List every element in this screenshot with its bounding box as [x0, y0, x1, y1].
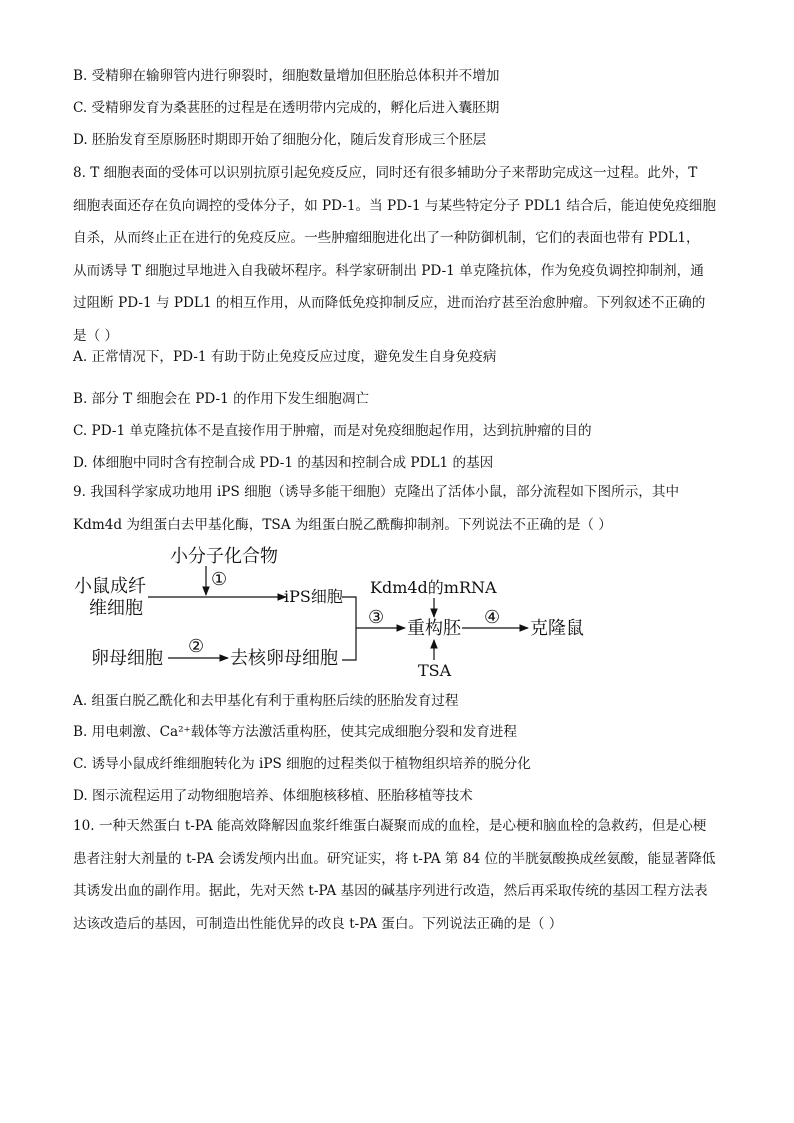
q8-stem-line: 自杀，从而终止正在进行的免疫反应。一些肿瘤细胞进化出了一种防御机制，它们的表面也带有 PDL1，: [73, 230, 700, 247]
q9-option-c: C. 诱导小鼠成纤维细胞转化为 iPS 细胞的过程类似于植物组织培养的脱分化: [73, 756, 531, 772]
label-step-3: ③: [368, 607, 385, 628]
label-ips-cell: iPS细胞: [284, 587, 343, 606]
q7-option-b: B. 受精卵在输卵管内进行卵裂时，细胞数量增加但胚胎总体积并不增加: [73, 68, 500, 84]
label-small-molecule: 小分子化合物: [170, 546, 278, 567]
label-step-4: ④: [484, 607, 501, 628]
q8-stem-line: 细胞表面还存在负向调控的受体分子，如 PD-1。当 PD-1 与某些特定分子 PDL1 结合后，能迫使免疫细胞: [73, 197, 716, 214]
q10-stem-line: 10. 一种天然蛋白 t-PA 能高效降解因血浆纤维蛋白凝聚而成的血栓，是心梗和脑血栓的急救药，但是心梗: [73, 818, 707, 834]
label-fibroblast-line2: 维细胞: [89, 598, 143, 619]
q9-option-d: D. 图示流程运用了动物细胞培养、体细胞核移植、胚胎移植等技术: [73, 788, 473, 804]
q8-option-b: B. 部分 T 细胞会在 PD-1 的作用下发生细胞凋亡: [73, 391, 370, 407]
label-fibroblast-line1: 小鼠成纤: [74, 576, 146, 597]
label-reconstructed-embryo: 重构胚: [407, 618, 461, 639]
q8-option-d: D. 体细胞中同时含有控制合成 PD-1 的基因和控制合成 PDL1 的基因: [73, 455, 494, 471]
q7-option-c: C. 受精卵发育为桑葚胚的过程是在透明带内完成的，孵化后进入囊胚期: [73, 100, 500, 116]
q9-stem-line: Kdm4d 为组蛋白去甲基化酶，TSA 为组蛋白脱乙酰酶抑制剂。下列说法不正确的是（ ）: [73, 516, 612, 533]
q9-option-b: B. 用电刺激、Ca²⁺载体等方法激活重构胚，使其完成细胞分裂和发育进程: [73, 724, 517, 740]
q9-option-a: A. 组蛋白脱乙酰化和去甲基化有利于重构胚后续的胚胎发育过程: [73, 693, 459, 709]
q10-stem-line: 患者注射大剂量的 t-PA 会诱发颅内出血。研究证实，将 t-PA 第 84 位的半胱氨酸换成丝氨酸，能显著降低: [73, 850, 716, 867]
label-cloned-mouse: 克隆鼠: [530, 618, 584, 639]
q8-stem-line: 从而诱导 T 细胞过早地进入自我破坏程序。科学家研制出 PD-1 单克隆抗体，作为免疫负调控抑制剂，通: [73, 262, 704, 279]
label-step-2: ②: [188, 636, 205, 657]
q8-stem-line: 是（ ）: [73, 327, 119, 344]
q9-stem-line: 9. 我国科学家成功地用 iPS 细胞（诱导多能干细胞）克隆出了活体小鼠，部分流程如下图所示，其中: [73, 484, 680, 500]
q8-stem-line: 8. T 细胞表面的受体可以识别抗原引起免疫反应，同时还有很多辅助分子来帮助完成这一过程。此外，T: [73, 165, 698, 181]
q7-option-d: D. 胚胎发育至原肠胚时期即开始了细胞分化，随后发育形成三个胚层: [73, 132, 487, 148]
label-enucleated-oocyte: 去核卵母细胞: [230, 648, 338, 669]
q8-option-a: A. 正常情况下，PD-1 有助于防止免疫反应过度，避免发生自身免疫病: [73, 349, 497, 365]
label-step-1: ①: [211, 569, 228, 590]
q8-stem-line: 过阻断 PD-1 与 PDL1 的相互作用，从而降低免疫抑制反应，进而治疗甚至治愈肿瘤。下列叙述不正确的: [73, 295, 706, 312]
q10-stem: [73, 810, 723, 940]
q8-option-c: C. PD-1 单克隆抗体不是直接作用于肿瘤，而是对免疫细胞起作用，达到抗肿瘤的目的: [73, 423, 592, 439]
q10-stem-line: 达该改造后的基因，可制造出性能优异的改良 t-PA 蛋白。下列说法正确的是（ ）: [73, 915, 563, 932]
q10-stem-line: 其诱发出血的副作用。据此，先对天然 t-PA 基因的碱基序列进行改造，然后再采取传统的基因工程方法表: [73, 883, 708, 900]
label-tsa: TSA: [418, 661, 452, 680]
label-oocyte: 卵母细胞: [91, 648, 163, 669]
label-kdm4d-mrna: Kdm4d的mRNA: [370, 578, 497, 597]
